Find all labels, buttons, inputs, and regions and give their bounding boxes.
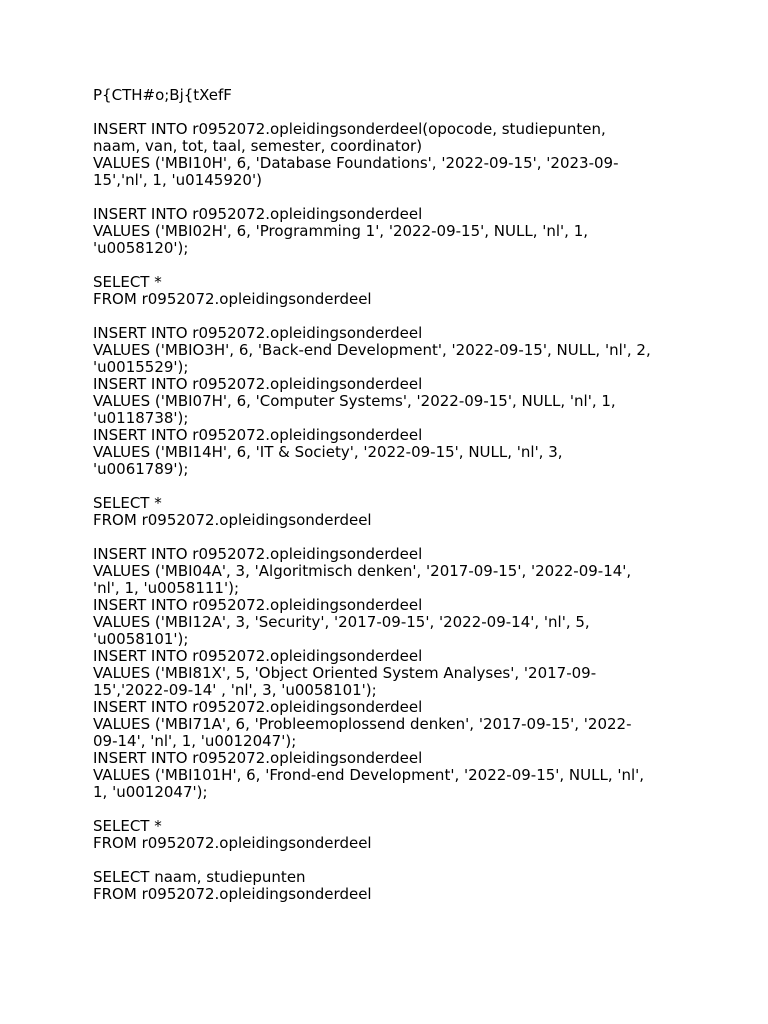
text-line: INSERT INTO r0952072.opleidingsonderdeel <box>93 749 423 767</box>
text-line: FROM r0952072.opleidingsonderdeel <box>93 834 372 852</box>
text-line: 'u0058101'); <box>93 630 189 648</box>
text-line: 1, 'u0012047'); <box>93 783 208 801</box>
text-line: INSERT INTO r0952072.opleidingsonderdeel <box>93 375 423 393</box>
document-body <box>93 87 673 903</box>
text-line: INSERT INTO r0952072.opleidingsonderdeel <box>93 647 423 665</box>
blank-line <box>93 104 673 121</box>
text-line: VALUES ('MBI71A', 6, 'Probleemoplossend denken', '2017-09-15', '2022- <box>93 715 632 733</box>
blank-line <box>93 801 673 818</box>
text-line: 'u0118738'); <box>93 409 189 427</box>
text-line: VALUES ('MBI07H', 6, 'Computer Systems', '2022-09-15', NULL, 'nl', 1, <box>93 392 616 410</box>
text-line: VALUES ('MBI12A', 3, 'Security', '2017-09-15', '2022-09-14', 'nl', 5, <box>93 613 590 631</box>
text-line: INSERT INTO r0952072.opleidingsonderdeel <box>93 545 423 563</box>
text-line: VALUES ('MBIO3H', 6, 'Back-end Development', '2022-09-15', NULL, 'nl', 2, <box>93 341 651 359</box>
blank-line <box>93 529 673 546</box>
text-line: VALUES ('MBI02H', 6, 'Programming 1', '2022-09-15', NULL, 'nl', 1, <box>93 222 589 240</box>
text-line: VALUES ('MBI101H', 6, 'Frond-end Development', '2022-09-15', NULL, 'nl', <box>93 766 645 784</box>
text-line: SELECT * <box>93 273 162 291</box>
text-line: 'u0058120'); <box>93 239 189 257</box>
text-line: VALUES ('MBI04A', 3, 'Algoritmisch denken', '2017-09-15', '2022-09-14', <box>93 562 632 580</box>
text-line: 15','2022-09-14' , 'nl', 3, 'u0058101'); <box>93 681 377 699</box>
text-line: 15','nl', 1, 'u0145920') <box>93 171 262 189</box>
text-line: FROM r0952072.opleidingsonderdeel <box>93 885 372 903</box>
text-line: VALUES ('MBI10H', 6, 'Database Foundations', '2022-09-15', '2023-09- <box>93 154 619 172</box>
text-line: VALUES ('MBI81X', 5, 'Object Oriented System Analyses', '2017-09- <box>93 664 597 682</box>
text-line: FROM r0952072.opleidingsonderdeel <box>93 290 372 308</box>
text-line: INSERT INTO r0952072.opleidingsonderdeel <box>93 596 423 614</box>
blank-line <box>93 308 673 325</box>
blank-line <box>93 478 673 495</box>
text-line: SELECT * <box>93 494 162 512</box>
text-line: 'nl', 1, 'u0058111'); <box>93 579 240 597</box>
text-line: FROM r0952072.opleidingsonderdeel <box>93 511 372 529</box>
text-line: SELECT * <box>93 817 162 835</box>
text-line: INSERT INTO r0952072.opleidingsonderdeel <box>93 698 423 716</box>
text-line: 'u0061789'); <box>93 460 189 478</box>
text-line: SELECT naam, studiepunten <box>93 868 306 886</box>
text-line: 'u0015529'); <box>93 358 189 376</box>
text-line: INSERT INTO r0952072.opleidingsonderdeel <box>93 324 423 342</box>
blank-line <box>93 852 673 869</box>
document-header-line: P{CTH#o;Bj{tXefF <box>93 86 232 104</box>
text-line: VALUES ('MBI14H', 6, 'IT & Society', '2022-09-15', NULL, 'nl', 3, <box>93 443 563 461</box>
text-line: naam, van, tot, taal, semester, coordinator) <box>93 137 423 155</box>
blank-line <box>93 257 673 274</box>
text-line: 09-14', 'nl', 1, 'u0012047'); <box>93 732 297 750</box>
text-line: INSERT INTO r0952072.opleidingsonderdeel <box>93 426 423 444</box>
text-line: INSERT INTO r0952072.opleidingsonderdeel(opocode, studiepunten, <box>93 120 606 138</box>
text-line: INSERT INTO r0952072.opleidingsonderdeel <box>93 205 423 223</box>
blank-line <box>93 189 673 206</box>
